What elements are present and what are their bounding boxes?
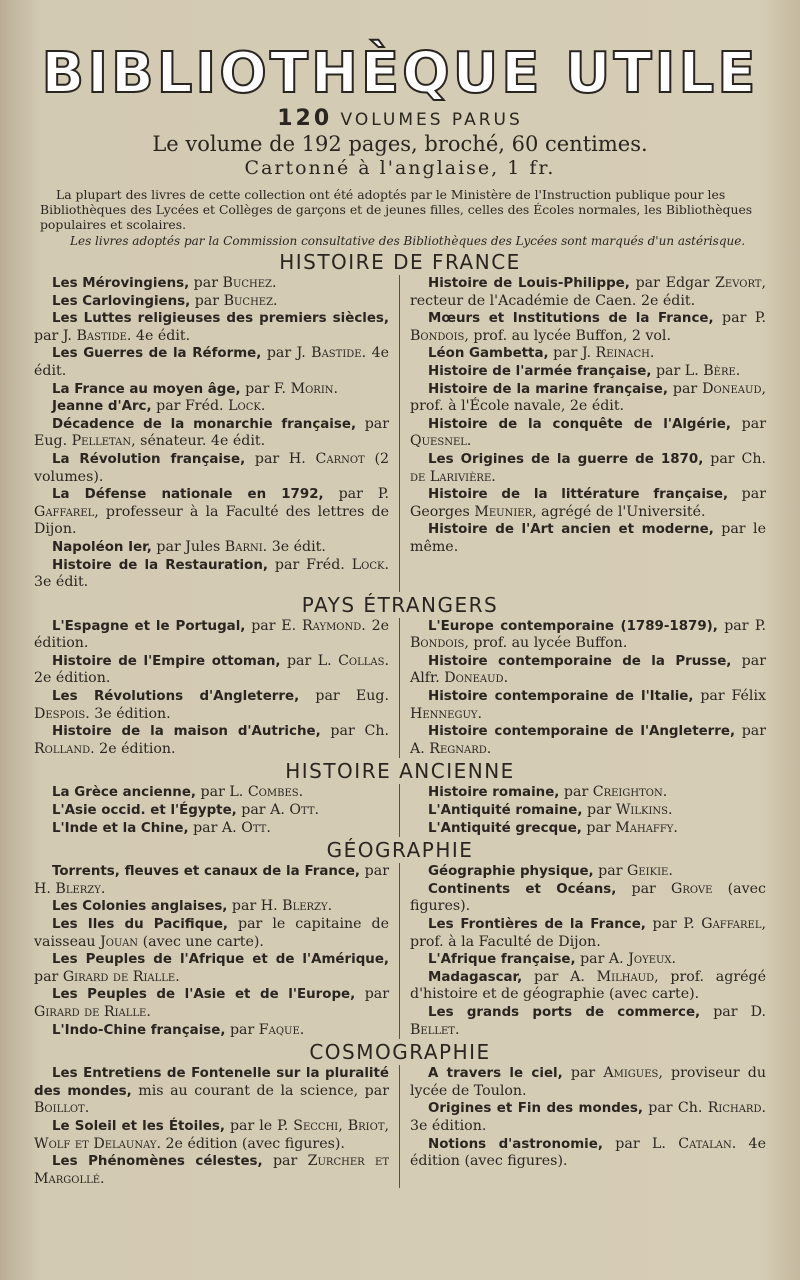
book-author: Boillot. — [34, 1100, 90, 1117]
book-title: La Révolution française, — [52, 451, 246, 467]
book-by: par — [245, 380, 274, 397]
book-by: par — [563, 784, 593, 801]
book-author: Henneguy. — [410, 705, 482, 722]
book-suffix: prof. au lycée Buffon, 2 vol. — [468, 327, 671, 344]
book-title: Les Origines de la guerre de 1870, — [428, 451, 704, 467]
section-heading: HISTOIRE DE FRANCE — [279, 250, 521, 274]
book-entry — [410, 969, 766, 1004]
book-entry — [410, 820, 766, 838]
book-author: Amigues, — [603, 1065, 663, 1082]
book-by: par E. — [251, 617, 302, 634]
book-title: L'Espagne et le Portugal, — [52, 618, 246, 634]
book-entry — [34, 863, 389, 898]
book-author: J. Bastide. — [296, 345, 367, 362]
left-column — [34, 1065, 400, 1188]
book-author: Mahaffy. — [615, 819, 678, 836]
book-author: Collas. — [338, 652, 389, 669]
book-title: Histoire contemporaine de la Prusse, — [428, 653, 732, 669]
book-author: de Larivière. — [410, 468, 496, 485]
book-author: Girard de Rialle. — [62, 968, 180, 985]
book-by: par L. — [655, 362, 704, 379]
book-entry — [410, 784, 766, 802]
book-by: par — [631, 880, 672, 897]
book-entry — [410, 416, 766, 451]
book-title: Décadence de la monarchie française, — [52, 416, 357, 432]
book-author: Barni. — [224, 538, 268, 555]
book-title: Mœurs et Institutions de la France, — [428, 311, 714, 327]
right-column — [400, 863, 766, 1039]
book-by: par A. — [534, 968, 597, 985]
book-suffix: agrégé de l'Université. — [536, 503, 706, 520]
book-entry — [410, 802, 766, 820]
book-title: Histoire contemporaine de l'Angleterre, — [428, 724, 736, 740]
book-suffix: 4e édit. — [131, 327, 191, 344]
book-entry — [34, 416, 389, 451]
left-column — [34, 863, 400, 1039]
book-author: Jouan — [100, 933, 139, 950]
catalog-sections — [34, 250, 766, 1188]
book-title: L'Europe contemporaine (1789-1879), — [428, 618, 718, 634]
book-by: par — [193, 275, 223, 291]
book-entry — [34, 557, 389, 592]
book-title: Léon Gambetta, — [428, 346, 549, 362]
book-author: Ott. — [289, 802, 320, 819]
book-title: Les Révolutions d'Angleterre, — [52, 689, 300, 705]
book-by: par A. — [193, 819, 242, 836]
adoption-note: La plupart des livres de cette collection ont été adoptés par le Ministère de l'Instruction publique pour les Bibliothèques des Lycées et Collèges de garçons et de jeunes filles, celles des Écoles normales, les Bibliothèques populaires et scolaires. — [40, 187, 753, 232]
book-by: par — [194, 292, 224, 309]
book-entry — [410, 863, 766, 881]
right-column — [400, 784, 766, 837]
price-line-2: Cartonné à l'anglaise, 1 fr. — [244, 157, 556, 179]
book-title: Les Mérovingiens, — [52, 276, 190, 291]
book-author: J. Bastide. — [62, 327, 132, 344]
book-title: La Défense nationale en 1792, — [52, 487, 324, 503]
book-by: par L. — [286, 652, 339, 669]
book-by: par — [272, 1153, 308, 1170]
book-title: L'Antiquité romaine, — [428, 803, 583, 819]
book-author: Faque. — [258, 1021, 305, 1038]
book-by: par P. — [652, 916, 702, 932]
book-suffix: 2e édition. — [94, 740, 176, 757]
book-suffix: sénateur. 4e édit. — [135, 433, 266, 450]
book-entry — [34, 486, 389, 539]
book-author: Zurcher et Margollé. — [34, 1153, 389, 1187]
book-by: par Fréd. — [156, 398, 229, 415]
book-by: par — [364, 986, 390, 1003]
book-by: par D. — [713, 1003, 767, 1020]
book-author: Lock. — [351, 556, 389, 573]
book-suffix: prof. au lycée Buffon. — [468, 635, 628, 652]
book-title: L'Afrique française, — [428, 952, 576, 968]
book-by: par — [741, 415, 766, 432]
book-author: Quesnel. — [410, 433, 472, 450]
book-suffix: 2e édition. — [34, 617, 390, 652]
book-suffix: 3e édit. — [267, 538, 326, 555]
book-entry — [34, 653, 389, 688]
book-author: Raymond. — [301, 617, 366, 634]
book-suffix: 2e édition (avec figures). — [161, 1135, 345, 1152]
book-suffix: proviseur du lycée de Toulon. — [410, 1065, 766, 1099]
book-author: Pelletan, — [71, 433, 136, 450]
book-title: Les Peuples de l'Afrique et de l'Amérique, — [52, 952, 389, 968]
book-by: par Edgar — [635, 275, 716, 291]
book-author: Grove — [671, 880, 713, 897]
book-title: Histoire de l'Art ancien et moderne, — [428, 522, 714, 538]
book-entry — [34, 723, 389, 758]
section-columns — [34, 618, 766, 759]
book-by: par P. — [338, 486, 390, 503]
book-suffix: professeur à la Faculté des lettres de Dijon. — [34, 503, 389, 538]
book-title: Les Iles du Pacifique, — [52, 917, 229, 932]
book-entry — [410, 521, 766, 556]
book-author: Lock. — [228, 398, 266, 415]
book-entry — [410, 486, 766, 521]
book-title: Histoire de Louis-Philippe, — [428, 276, 630, 291]
book-by: par Ch. — [330, 723, 389, 740]
book-by: par Ch. — [648, 1100, 708, 1117]
book-entry — [410, 618, 766, 653]
book-author: Buchez. — [223, 292, 278, 309]
book-author: Gaffarel, — [701, 916, 766, 932]
book-title: Jeanne d'Arc, — [52, 399, 152, 415]
book-entry — [410, 951, 766, 969]
book-author: Buchez. — [222, 275, 277, 291]
book-author: Catalan. — [678, 1135, 737, 1152]
book-entry — [410, 363, 766, 381]
left-column — [34, 784, 400, 837]
book-title: Les Peuples de l'Asie et de l'Europe, — [52, 987, 356, 1003]
book-title: L'Indo-Chine française, — [52, 1022, 226, 1038]
book-author: Bondois, — [410, 635, 469, 652]
book-title: Les Luttes religieuses des premiers siècles, — [52, 311, 389, 327]
book-author: Despois. — [34, 705, 90, 722]
book-title: Histoire romaine, — [428, 785, 560, 801]
book-by: par — [598, 863, 628, 880]
book-title: Notions d'astronomie, — [428, 1136, 603, 1152]
book-title: Histoire de la littérature française, — [428, 487, 729, 503]
book-by: par — [586, 802, 616, 819]
book-by: par P. — [722, 310, 767, 327]
book-author: Regnard. — [429, 740, 492, 757]
book-entry — [410, 688, 766, 723]
book-entry — [410, 1136, 766, 1171]
volumes-count: 120 — [277, 106, 333, 131]
book-by: par — [672, 380, 703, 397]
book-title: Histoire de l'Empire ottoman, — [52, 653, 281, 669]
book-author: Reinach. — [595, 345, 655, 362]
book-author: Bère. — [703, 362, 741, 379]
book-author: Gaffarel, — [34, 503, 99, 520]
book-author: Blerzy. — [282, 898, 333, 915]
book-author: Bellet. — [410, 1021, 460, 1038]
left-column — [34, 275, 400, 592]
volumes-label: VOLUMES PARUS — [340, 110, 523, 130]
book-suffix: 3e édition. — [410, 1117, 487, 1134]
section-heading: GÉOGRAPHIE — [326, 838, 474, 863]
book-title: Les Entretiens de Fontenelle sur la pluralité des mondes, — [34, 1066, 389, 1099]
book-title: Les Guerres de la Réforme, — [52, 346, 262, 362]
book-by: par — [266, 345, 297, 362]
book-entry — [34, 618, 389, 653]
book-suffix: (2 volumes). — [34, 450, 390, 485]
book-suffix: 4e édit. — [34, 345, 389, 379]
book-author: Doneaud. — [444, 670, 509, 687]
book-by: par Ch. — [710, 450, 766, 467]
book-title: Histoire de la maison d'Autriche, — [52, 724, 321, 740]
book-entry — [34, 820, 389, 838]
book-suffix: 3e édition. — [89, 705, 171, 722]
price-line: Le volume de 192 pages, broché, 60 centimes. — [152, 132, 648, 156]
book-title: Histoire de la Restauration, — [52, 557, 268, 573]
book-entry — [34, 1022, 389, 1040]
book-entry — [34, 1118, 389, 1153]
book-by: par le capitaine de vaisseau — [34, 916, 389, 950]
book-author: Ott. — [241, 819, 271, 836]
book-entry — [34, 451, 389, 486]
book-author: Rolland. — [34, 740, 95, 757]
book-by: par A. — [410, 723, 767, 757]
book-by: par Félix — [700, 688, 767, 705]
book-entry — [34, 688, 389, 723]
book-entry — [34, 802, 389, 820]
book-by: par Fréd. — [274, 556, 352, 573]
book-title: Histoire de la conquête de l'Algérie, — [428, 416, 731, 432]
section-columns — [34, 863, 766, 1039]
book-by: par L. — [615, 1135, 679, 1152]
book-entry — [34, 986, 389, 1021]
book-title: Torrents, fleuves et canaux de la France, — [52, 864, 361, 880]
right-column — [400, 618, 766, 759]
book-author: Joyeux. — [628, 951, 677, 968]
book-suffix: 2e édition. — [34, 670, 111, 687]
book-entry — [34, 345, 389, 380]
book-entry — [410, 275, 766, 310]
book-author: Blerzy. — [55, 880, 106, 897]
book-by: par A. — [241, 802, 290, 819]
book-entry — [34, 381, 389, 399]
book-author: Milhaud, — [596, 968, 659, 985]
book-title: Origines et Fin des mondes, — [428, 1101, 643, 1117]
book-title: Histoire de la marine française, — [428, 381, 668, 397]
book-entry — [34, 275, 389, 293]
book-author: Carnot — [315, 450, 365, 467]
book-by: par — [570, 1065, 604, 1082]
book-entry — [410, 1065, 766, 1100]
section-columns — [34, 1065, 766, 1188]
right-column — [400, 1065, 766, 1188]
book-entry — [410, 1100, 766, 1135]
book-author: Creighton. — [592, 784, 668, 801]
book-title: Les Phénomènes célestes, — [52, 1154, 263, 1170]
book-entry — [34, 398, 389, 416]
book-author: Wilkins. — [615, 802, 673, 819]
book-entry — [34, 539, 389, 557]
book-by: par Eug. — [34, 415, 390, 450]
book-by: par P. — [724, 617, 766, 634]
book-entry — [410, 451, 766, 486]
section-columns — [34, 784, 766, 837]
book-title: La Grèce ancienne, — [52, 785, 197, 801]
book-entry — [34, 898, 389, 916]
book-entry — [34, 916, 389, 951]
book-title: L'Asie occid. et l'Égypte, — [52, 803, 237, 819]
book-author: Girard de Rialle. — [34, 1003, 151, 1020]
book-by: par L. — [200, 784, 248, 801]
volumes-line — [34, 106, 766, 131]
book-entry — [34, 1065, 389, 1118]
book-title: Histoire de l'armée française, — [428, 363, 652, 379]
book-author: Combes. — [247, 784, 304, 801]
book-author: Doneaud, — [702, 380, 766, 397]
section-heading: PAYS ÉTRANGERS — [301, 592, 499, 617]
book-entry — [410, 310, 766, 345]
book-title: Le Soleil et les Étoiles, — [52, 1118, 225, 1134]
page-title: BIBLIOTHÈQUE UTILE — [41, 41, 759, 106]
book-by: par H. — [231, 898, 283, 915]
book-by: par J. — [553, 345, 596, 362]
book-title: La France au moyen âge, — [52, 381, 241, 397]
book-entry — [34, 784, 389, 802]
book-entry — [410, 653, 766, 688]
book-title: Géographie physique, — [428, 864, 594, 880]
book-entry — [410, 345, 766, 363]
book-author: F. Morin. — [273, 380, 339, 397]
book-suffix: prof. à la Faculté de Dijon. — [410, 933, 601, 950]
book-suffix: (avec figures). — [410, 880, 766, 915]
book-author: Zevort, — [715, 275, 766, 291]
book-suffix: prof. à l'École navale, 2e édit. — [410, 398, 625, 415]
book-author: Secchi, Briot, Wolf et Delaunay. — [34, 1117, 390, 1152]
book-title: A travers le ciel, — [428, 1066, 563, 1082]
book-title: Les grands ports de commerce, — [428, 1004, 701, 1020]
book-entry — [34, 951, 389, 986]
book-entry — [34, 1153, 389, 1188]
book-by: par Jules — [156, 538, 225, 555]
book-author: Richard. — [707, 1100, 766, 1117]
book-by: mis au courant de la science, par — [138, 1082, 389, 1099]
book-entry — [410, 916, 766, 951]
section-columns — [34, 275, 766, 592]
book-title: Les Carlovingiens, — [52, 293, 191, 309]
book-title: L'Antiquité grecque, — [428, 820, 582, 836]
book-entry — [410, 381, 766, 416]
book-by: par le même. — [410, 521, 766, 555]
book-by: par Eug. — [315, 688, 389, 705]
book-suffix: (avec une carte). — [138, 933, 264, 950]
book-by: par Alfr. — [410, 652, 766, 687]
book-title: Histoire contemporaine de l'Italie, — [428, 689, 694, 705]
book-suffix: 3e édit. — [34, 574, 89, 591]
book-entry — [34, 293, 389, 311]
book-by: par Georges — [410, 486, 766, 520]
book-author: Bondois, — [410, 327, 469, 344]
book-by: par le P. — [229, 1117, 294, 1134]
book-entry — [410, 723, 766, 758]
book-suffix: recteur de l'Académie de Caen. 2e édit. — [410, 292, 696, 309]
book-entry — [410, 1004, 766, 1039]
book-entry — [34, 310, 389, 345]
section-heading: COSMOGRAPHIE — [309, 1040, 491, 1065]
book-suffix: prof. agrégé d'histoire et de géographie (avec carte). — [410, 968, 766, 1003]
book-author: Meunier, — [474, 503, 537, 520]
book-by: par — [586, 819, 616, 836]
book-by: par — [229, 1021, 259, 1038]
book-suffix: 4e édition (avec figures). — [410, 1135, 766, 1170]
left-column — [34, 618, 400, 759]
book-title: Madagascar, — [428, 969, 523, 985]
book-author: Geikie. — [627, 863, 673, 880]
book-by: par — [34, 968, 63, 985]
book-title: Continents et Océans, — [428, 881, 617, 897]
book-by: par — [34, 327, 63, 344]
book-title: Les Frontières de la France, — [428, 917, 646, 932]
book-by: par H. — [34, 863, 389, 897]
asterisk-note: Les livres adoptés par la Commission consultative des Bibliothèques des Lycées sont marqués d'un astérisque. — [70, 234, 746, 248]
book-by: par A. — [580, 951, 629, 968]
book-entry — [410, 881, 766, 916]
book-title: L'Inde et la Chine, — [52, 820, 189, 836]
book-title: Les Colonies anglaises, — [52, 899, 228, 915]
right-column — [400, 275, 766, 592]
book-by: par H. — [254, 450, 316, 467]
section-heading: HISTOIRE ANCIENNE — [285, 759, 515, 784]
book-title: Napoléon Ier, — [52, 539, 152, 555]
